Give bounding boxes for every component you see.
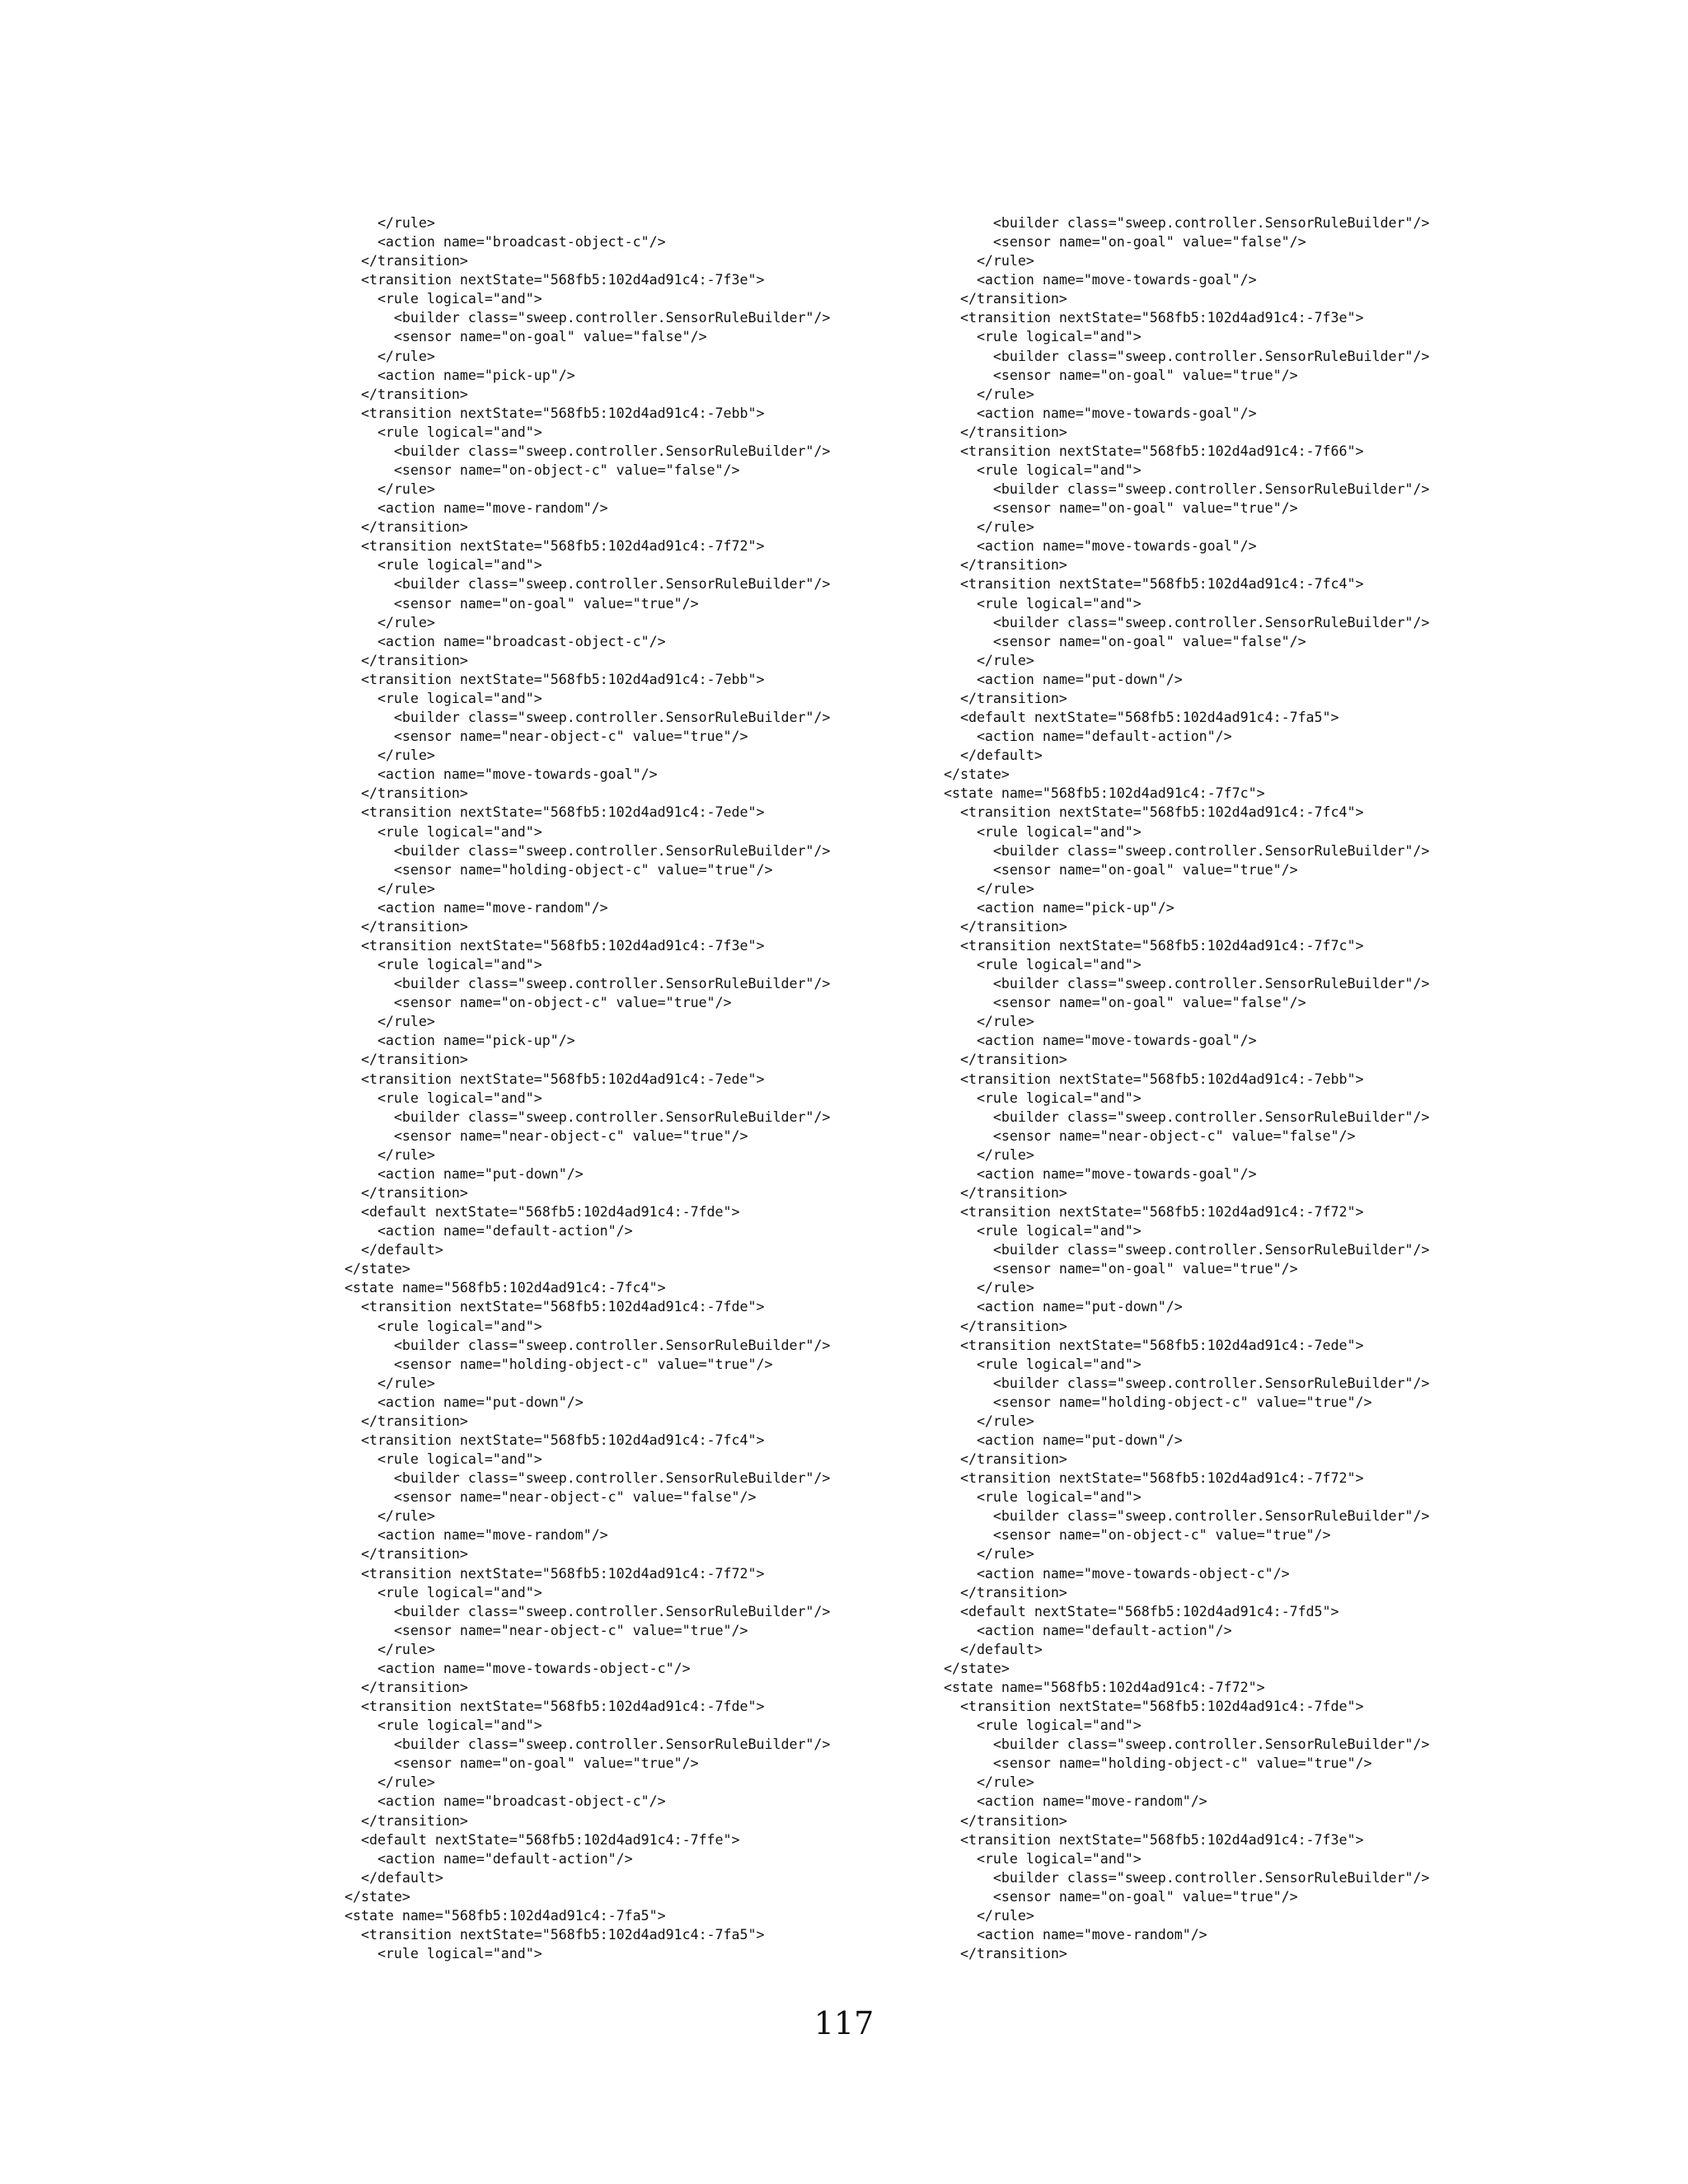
code-line: <rule logical="and"> xyxy=(927,462,1142,479)
code-line: <action name="default-action"/> xyxy=(328,1850,633,1867)
code-line: </transition> xyxy=(927,424,1067,440)
code-line: <action name="move-towards-goal"/> xyxy=(927,272,1257,288)
code-line: </rule> xyxy=(328,215,435,231)
code-listing-right-column xyxy=(927,213,1562,1963)
code-line: <builder class="sweep.controller.SensorRuleBuilder"/> xyxy=(328,576,831,593)
code-line: </default> xyxy=(927,748,1043,764)
code-line: </state> xyxy=(328,1261,410,1277)
code-line: </rule> xyxy=(927,1907,1034,1924)
code-line: <action name="move-random"/> xyxy=(328,500,608,517)
code-line: <action name="put-down"/> xyxy=(927,1299,1183,1315)
code-line: <rule logical="and"> xyxy=(927,329,1142,345)
code-line: <action name="broadcast-object-c"/> xyxy=(328,234,666,251)
code-line: <action name="move-towards-object-c"/> xyxy=(328,1660,691,1676)
code-line: </default> xyxy=(328,1242,443,1258)
code-line: <transition nextState="568fb5:102d4ad91c4:-7fde"> xyxy=(927,1699,1364,1715)
code-line: <rule logical="and"> xyxy=(328,1718,542,1734)
code-line: </rule> xyxy=(927,880,1034,897)
code-line: </rule> xyxy=(927,1280,1034,1296)
code-line: <action name="move-towards-goal"/> xyxy=(328,766,658,783)
code-listing-left-column xyxy=(328,213,963,1963)
code-line: <sensor name="near-object-c" value="true"/> xyxy=(328,1622,748,1638)
code-line: <transition nextState="568fb5:102d4ad91c4:-7ede"> xyxy=(927,1337,1364,1353)
code-line: <sensor name="holding-object-c" value="true"/> xyxy=(328,861,773,878)
code-line: <action name="move-random"/> xyxy=(927,1793,1207,1810)
code-line: </state> xyxy=(927,766,1010,783)
code-line: <rule logical="and"> xyxy=(328,957,542,973)
code-line: </state> xyxy=(927,1660,1010,1676)
code-line: <builder class="sweep.controller.SensorRuleBuilder"/> xyxy=(328,1603,831,1619)
code-line: </rule> xyxy=(328,348,435,364)
code-line: <state name="568fb5:102d4ad91c4:-7fc4"> xyxy=(328,1280,666,1296)
code-line: <action name="default-action"/> xyxy=(927,1622,1232,1638)
code-line: <transition nextState="568fb5:102d4ad91c4:-7ebb"> xyxy=(328,671,765,687)
code-line: </rule> xyxy=(328,614,435,630)
code-line: <sensor name="on-goal" value="true"/> xyxy=(927,367,1298,383)
code-line: <action name="default-action"/> xyxy=(927,729,1232,745)
code-line: <sensor name="on-goal" value="true"/> xyxy=(927,500,1298,517)
code-line: <action name="move-random"/> xyxy=(328,1527,608,1544)
code-line: </transition> xyxy=(328,519,468,536)
code-line: <default nextState="568fb5:102d4ad91c4:-7fd5"> xyxy=(927,1603,1339,1619)
code-line: </rule> xyxy=(328,1146,435,1163)
code-line: <sensor name="on-goal" value="true"/> xyxy=(927,1888,1298,1905)
code-line: </default> xyxy=(328,1869,443,1886)
code-line: <rule logical="and"> xyxy=(328,1946,542,1962)
code-line: </transition> xyxy=(328,1184,468,1201)
code-line: <builder class="sweep.controller.SensorRuleBuilder"/> xyxy=(328,1470,831,1487)
code-line: <action name="pick-up"/> xyxy=(927,899,1175,916)
code-line: <rule logical="and"> xyxy=(927,1223,1142,1240)
code-line: </transition> xyxy=(328,1680,468,1696)
code-line: </rule> xyxy=(328,481,435,498)
code-line: <rule logical="and"> xyxy=(927,1090,1142,1106)
code-line: </default> xyxy=(927,1641,1043,1657)
code-line: <transition nextState="568fb5:102d4ad91c4:-7f3e"> xyxy=(328,272,765,288)
code-line: <rule logical="and"> xyxy=(328,690,542,706)
code-line: <rule logical="and"> xyxy=(328,557,542,574)
code-line: </transition> xyxy=(927,1318,1067,1334)
code-line: </transition> xyxy=(328,1413,468,1429)
code-line: <rule logical="and"> xyxy=(927,1356,1142,1372)
code-line: <transition nextState="568fb5:102d4ad91c4:-7fde"> xyxy=(328,1699,765,1715)
code-line: <builder class="sweep.controller.SensorRuleBuilder"/> xyxy=(328,1736,831,1753)
code-line: <builder class="sweep.controller.SensorRuleBuilder"/> xyxy=(927,348,1430,364)
code-line: <rule logical="and"> xyxy=(328,1090,542,1106)
code-line: </rule> xyxy=(927,253,1034,269)
code-line: <transition nextState="568fb5:102d4ad91c4:-7f72"> xyxy=(927,1470,1364,1487)
code-line: <default nextState="568fb5:102d4ad91c4:-7ffe"> xyxy=(328,1831,740,1848)
code-line: <builder class="sweep.controller.SensorRuleBuilder"/> xyxy=(328,842,831,859)
code-line: <sensor name="on-object-c" value="true"/> xyxy=(927,1527,1331,1544)
code-line: <sensor name="holding-object-c" value="true"/> xyxy=(328,1356,773,1372)
code-line: <builder class="sweep.controller.SensorRuleBuilder"/> xyxy=(927,1869,1430,1886)
code-line: <action name="move-random"/> xyxy=(927,1927,1207,1943)
code-line: <rule logical="and"> xyxy=(927,1489,1142,1506)
code-line: <action name="pick-up"/> xyxy=(328,367,575,383)
code-line: <sensor name="on-goal" value="false"/> xyxy=(927,995,1306,1011)
code-line: </transition> xyxy=(328,918,468,935)
code-line: <builder class="sweep.controller.SensorRuleBuilder"/> xyxy=(328,710,831,726)
code-line: <builder class="sweep.controller.SensorRuleBuilder"/> xyxy=(927,215,1430,231)
code-line: <action name="move-towards-object-c"/> xyxy=(927,1565,1290,1582)
page-number: 117 xyxy=(814,2005,874,2041)
code-line: <transition nextState="568fb5:102d4ad91c4:-7fc4"> xyxy=(328,1432,765,1448)
code-line: <action name="move-towards-goal"/> xyxy=(927,1033,1257,1049)
code-line: <transition nextState="568fb5:102d4ad91c4:-7f72"> xyxy=(328,1565,765,1582)
code-line: </rule> xyxy=(927,1774,1034,1791)
code-line: <transition nextState="568fb5:102d4ad91c4:-7f66"> xyxy=(927,443,1364,459)
code-line: <action name="put-down"/> xyxy=(927,1432,1183,1448)
code-line: <state name="568fb5:102d4ad91c4:-7f7c"> xyxy=(927,785,1265,802)
code-line: </transition> xyxy=(328,1812,468,1829)
code-line: </transition> xyxy=(328,785,468,802)
code-line: <action name="pick-up"/> xyxy=(328,1033,575,1049)
code-line: <builder class="sweep.controller.SensorRuleBuilder"/> xyxy=(927,842,1430,859)
code-line: <transition nextState="568fb5:102d4ad91c4:-7f3e"> xyxy=(927,1831,1364,1848)
code-line: </rule> xyxy=(328,748,435,764)
code-line: <sensor name="on-goal" value="true"/> xyxy=(927,1261,1298,1277)
code-line: <builder class="sweep.controller.SensorRuleBuilder"/> xyxy=(328,310,831,326)
code-line: </transition> xyxy=(328,1052,468,1068)
code-line: <sensor name="on-object-c" value="false"/> xyxy=(328,462,740,479)
code-line: <rule logical="and"> xyxy=(328,1318,542,1334)
code-line: <rule logical="and"> xyxy=(328,291,542,307)
code-line: </rule> xyxy=(927,652,1034,668)
code-line: </rule> xyxy=(927,1014,1034,1030)
code-line: <sensor name="on-object-c" value="true"/> xyxy=(328,995,732,1011)
code-line: </rule> xyxy=(328,1774,435,1791)
code-line: </transition> xyxy=(927,918,1067,935)
code-line: <action name="put-down"/> xyxy=(328,1394,584,1410)
code-line: <sensor name="near-object-c" value="false"/> xyxy=(328,1489,757,1506)
code-line: </state> xyxy=(328,1888,410,1905)
code-line: <state name="568fb5:102d4ad91c4:-7f72"> xyxy=(927,1680,1265,1696)
code-line: <action name="broadcast-object-c"/> xyxy=(328,1793,666,1810)
code-line: <sensor name="on-goal" value="true"/> xyxy=(328,595,699,612)
code-line: <rule logical="and"> xyxy=(927,595,1142,612)
code-line: <transition nextState="568fb5:102d4ad91c4:-7fc4"> xyxy=(927,804,1364,821)
code-line: </transition> xyxy=(328,386,468,402)
code-line: <sensor name="on-goal" value="true"/> xyxy=(328,1755,699,1772)
code-line: <sensor name="near-object-c" value="false"/> xyxy=(927,1127,1356,1144)
code-line: </rule> xyxy=(927,386,1034,402)
code-line: <sensor name="on-goal" value="true"/> xyxy=(927,861,1298,878)
code-line: <rule logical="and"> xyxy=(328,823,542,840)
code-line: <sensor name="holding-object-c" value="true"/> xyxy=(927,1755,1372,1772)
code-line: </transition> xyxy=(328,652,468,668)
code-line: </rule> xyxy=(927,1146,1034,1163)
code-line: <transition nextState="568fb5:102d4ad91c4:-7ebb"> xyxy=(328,405,765,421)
code-line: <action name="put-down"/> xyxy=(328,1165,584,1182)
code-line: <rule logical="and"> xyxy=(927,823,1142,840)
code-line: </transition> xyxy=(927,1584,1067,1601)
code-line: <action name="move-towards-goal"/> xyxy=(927,405,1257,421)
code-line: <transition nextState="568fb5:102d4ad91c4:-7f72"> xyxy=(328,538,765,555)
code-line: </rule> xyxy=(328,1375,435,1391)
code-line: <default nextState="568fb5:102d4ad91c4:-7fde"> xyxy=(328,1204,740,1221)
code-line: <sensor name="on-goal" value="false"/> xyxy=(927,633,1306,649)
code-line: </transition> xyxy=(927,690,1067,706)
code-line: <transition nextState="568fb5:102d4ad91c4:-7f3e"> xyxy=(328,937,765,954)
code-line: </transition> xyxy=(927,1946,1067,1962)
code-line: </rule> xyxy=(328,1641,435,1657)
code-line: <sensor name="on-goal" value="false"/> xyxy=(927,234,1306,251)
code-line: <action name="move-towards-goal"/> xyxy=(927,1165,1257,1182)
code-line: </transition> xyxy=(927,1184,1067,1201)
code-line: </rule> xyxy=(927,1546,1034,1563)
code-line: </rule> xyxy=(328,1014,435,1030)
code-line: </rule> xyxy=(927,1413,1034,1429)
code-line: <rule logical="and"> xyxy=(328,1584,542,1601)
code-line: <builder class="sweep.controller.SensorRuleBuilder"/> xyxy=(927,481,1430,498)
code-line: <action name="move-towards-goal"/> xyxy=(927,538,1257,555)
code-line: <action name="put-down"/> xyxy=(927,671,1183,687)
code-line: <default nextState="568fb5:102d4ad91c4:-7fa5"> xyxy=(927,710,1339,726)
code-line: </transition> xyxy=(927,1812,1067,1829)
code-line: </transition> xyxy=(927,291,1067,307)
code-line: <builder class="sweep.controller.SensorRuleBuilder"/> xyxy=(927,976,1430,992)
code-line: <action name="broadcast-object-c"/> xyxy=(328,633,666,649)
code-line: <builder class="sweep.controller.SensorRuleBuilder"/> xyxy=(328,1108,831,1125)
code-line: <sensor name="near-object-c" value="true"/> xyxy=(328,729,748,745)
code-line: <transition nextState="568fb5:102d4ad91c4:-7f3e"> xyxy=(927,310,1364,326)
code-line: <builder class="sweep.controller.SensorRuleBuilder"/> xyxy=(927,614,1430,630)
code-line: </transition> xyxy=(927,1052,1067,1068)
code-line: <rule logical="and"> xyxy=(927,1850,1142,1867)
code-line: <transition nextState="568fb5:102d4ad91c4:-7ebb"> xyxy=(927,1071,1364,1087)
code-line: <transition nextState="568fb5:102d4ad91c4:-7ede"> xyxy=(328,804,765,821)
code-line: <builder class="sweep.controller.SensorRuleBuilder"/> xyxy=(927,1375,1430,1391)
code-line: <builder class="sweep.controller.SensorRuleBuilder"/> xyxy=(927,1508,1430,1525)
code-line: </rule> xyxy=(328,1508,435,1525)
code-line: <rule logical="and"> xyxy=(927,1718,1142,1734)
code-line: <transition nextState="568fb5:102d4ad91c4:-7f7c"> xyxy=(927,937,1364,954)
code-line: </transition> xyxy=(328,1546,468,1563)
code-line: <sensor name="holding-object-c" value="true"/> xyxy=(927,1394,1372,1410)
code-line: </transition> xyxy=(927,557,1067,574)
code-line: </rule> xyxy=(328,880,435,897)
code-line: <rule logical="and"> xyxy=(927,957,1142,973)
code-line: </rule> xyxy=(927,519,1034,536)
code-line: <transition nextState="568fb5:102d4ad91c4:-7f72"> xyxy=(927,1204,1364,1221)
code-line: <action name="default-action"/> xyxy=(328,1223,633,1240)
code-line: <transition nextState="568fb5:102d4ad91c4:-7fa5"> xyxy=(328,1927,765,1943)
code-line: <builder class="sweep.controller.SensorRuleBuilder"/> xyxy=(328,443,831,459)
code-line: </transition> xyxy=(328,253,468,269)
code-line: <rule logical="and"> xyxy=(328,424,542,440)
code-line: <sensor name="on-goal" value="false"/> xyxy=(328,329,707,345)
code-line: <builder class="sweep.controller.SensorRuleBuilder"/> xyxy=(927,1108,1430,1125)
code-line: <builder class="sweep.controller.SensorRuleBuilder"/> xyxy=(927,1242,1430,1258)
code-line: <transition nextState="568fb5:102d4ad91c4:-7ede"> xyxy=(328,1071,765,1087)
code-line: <state name="568fb5:102d4ad91c4:-7fa5"> xyxy=(328,1907,666,1924)
code-line: <builder class="sweep.controller.SensorRuleBuilder"/> xyxy=(328,976,831,992)
code-line: <transition nextState="568fb5:102d4ad91c4:-7fde"> xyxy=(328,1299,765,1315)
code-line: <builder class="sweep.controller.SensorRuleBuilder"/> xyxy=(927,1736,1430,1753)
code-line: <transition nextState="568fb5:102d4ad91c4:-7fc4"> xyxy=(927,576,1364,593)
code-line: <rule logical="and"> xyxy=(328,1451,542,1468)
code-line: <action name="move-random"/> xyxy=(328,899,608,916)
code-line: <builder class="sweep.controller.SensorRuleBuilder"/> xyxy=(328,1337,831,1353)
code-line: </transition> xyxy=(927,1451,1067,1468)
code-line: <sensor name="near-object-c" value="true"/> xyxy=(328,1127,748,1144)
